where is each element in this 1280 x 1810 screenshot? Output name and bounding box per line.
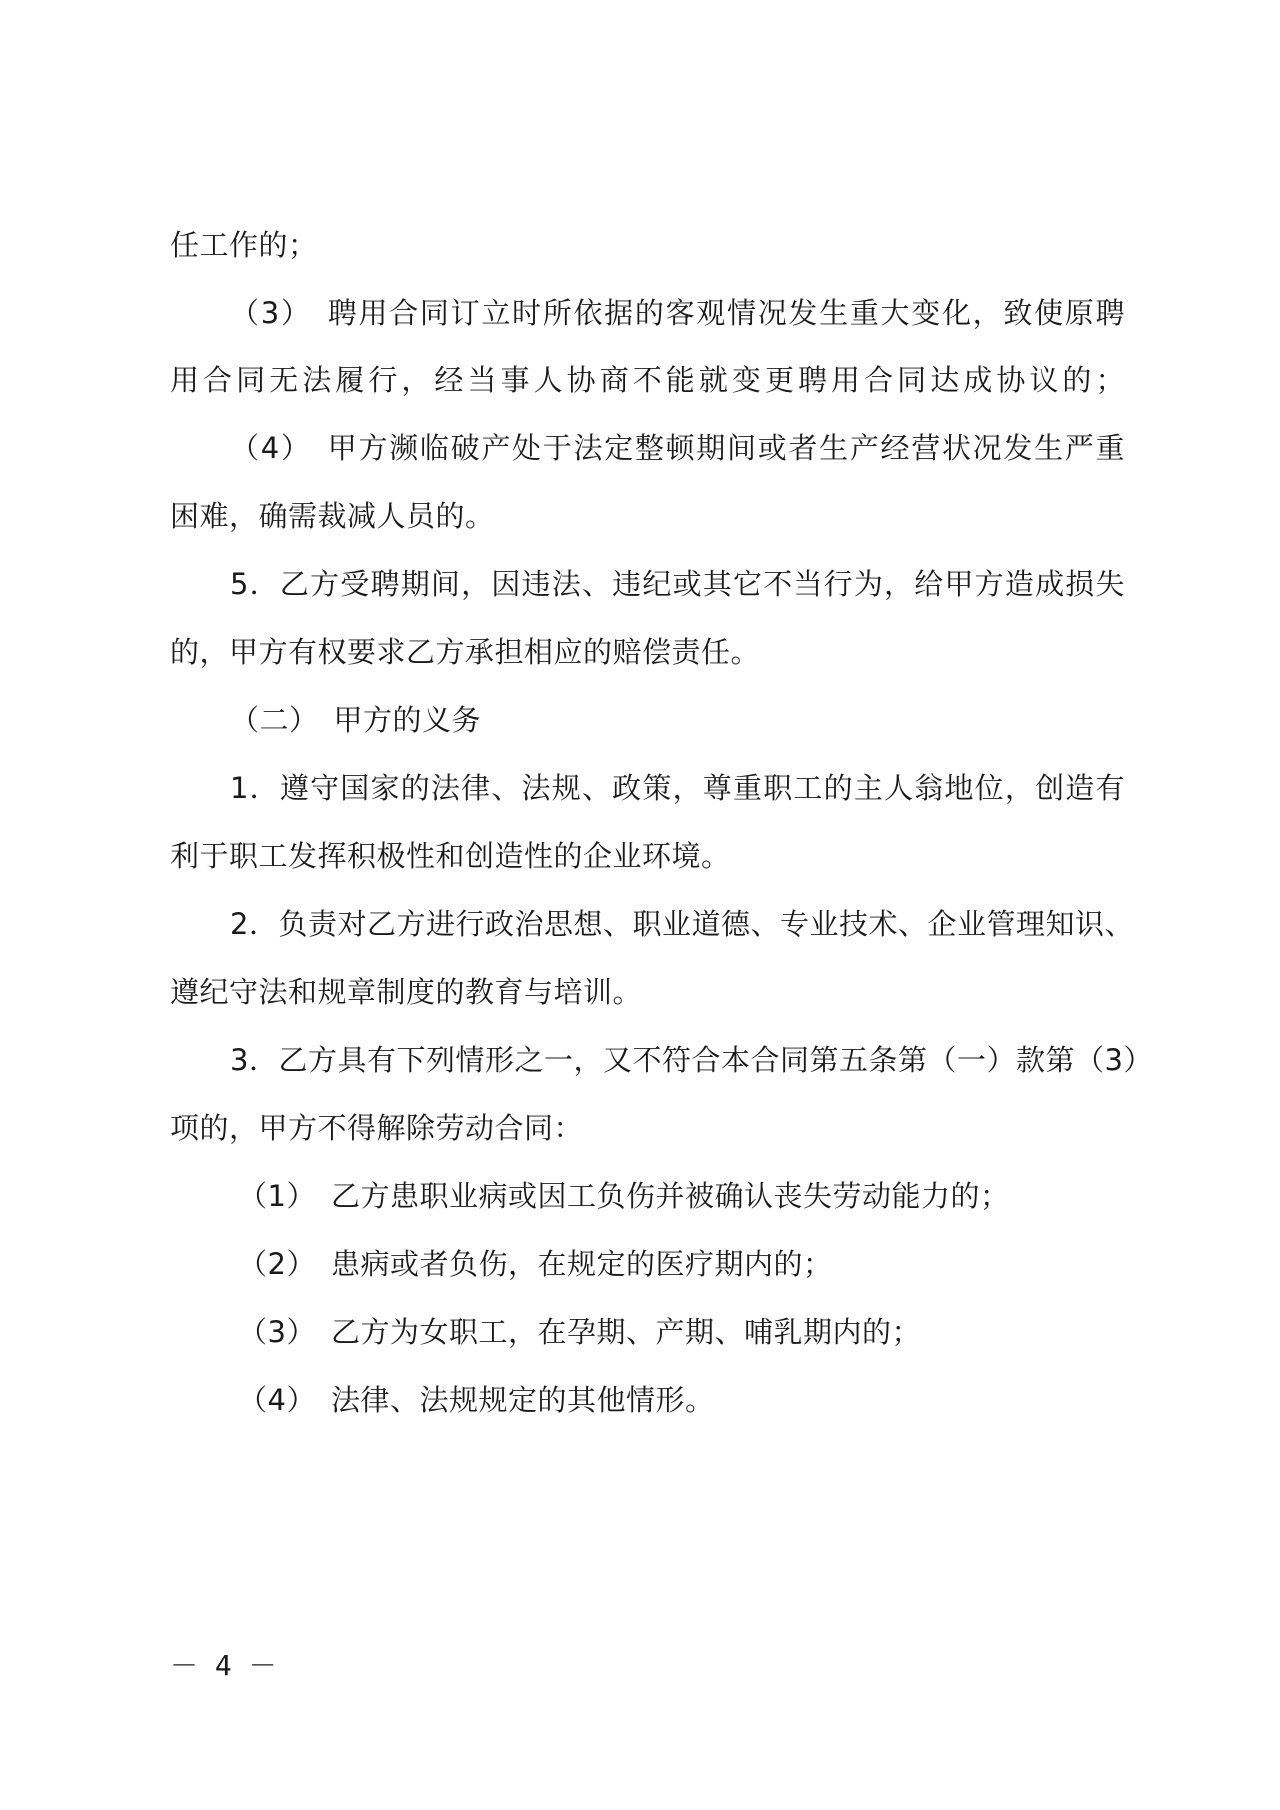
- text-line: 的，甲方有权要求乙方承担相应的赔偿责任。: [170, 635, 761, 669]
- text-line: 困难，确需裁减人员的。: [170, 499, 495, 533]
- page-number: － 4 －: [170, 1649, 277, 1682]
- list-item: （1） 乙方患职业病或因工负伤并被确认丧失劳动能力的；: [238, 1179, 1010, 1213]
- text-line: （4） 甲方濒临破产处于法定整顿期间或者生产经营状况发生严重: [230, 431, 1125, 465]
- list-item: （2） 患病或者负伤，在规定的医疗期内的；: [238, 1247, 833, 1281]
- list-item: （3） 乙方为女职工，在孕期、产期、哺乳期内的；: [238, 1315, 921, 1349]
- text-line: （3） 聘用合同订立时所依据的客观情况发生重大变化，致使原聘: [230, 296, 1125, 330]
- text-line: 1．遵守国家的法律、法规、政策，尊重职工的主人翁地位，创造有: [230, 771, 1125, 805]
- list-item: （4） 法律、法规规定的其他情形。: [238, 1383, 715, 1417]
- section-heading: （二） 甲方的义务: [230, 703, 482, 737]
- text-line: 利于职工发挥积极性和创造性的企业环境。: [170, 839, 731, 873]
- text-line: 遵纪守法和规章制度的教育与培训。: [170, 975, 643, 1009]
- text-line: 项的，甲方不得解除劳动合同：: [170, 1111, 584, 1145]
- text-line: 5．乙方受聘期间，因违法、违纪或其它不当行为，给甲方造成损失: [230, 567, 1125, 601]
- text-line: 2．负责对乙方进行政治思想、职业道德、专业技术、企业管理知识、: [230, 907, 1134, 941]
- text-line: 3．乙方具有下列情形之一，又不符合本合同第五条第（一）款第（3）: [230, 1043, 1153, 1077]
- text-line: 用合同无法履行，经当事人协商不能就变更聘用合同达成协议的；: [170, 363, 1125, 397]
- text-line: 任工作的；: [170, 228, 318, 262]
